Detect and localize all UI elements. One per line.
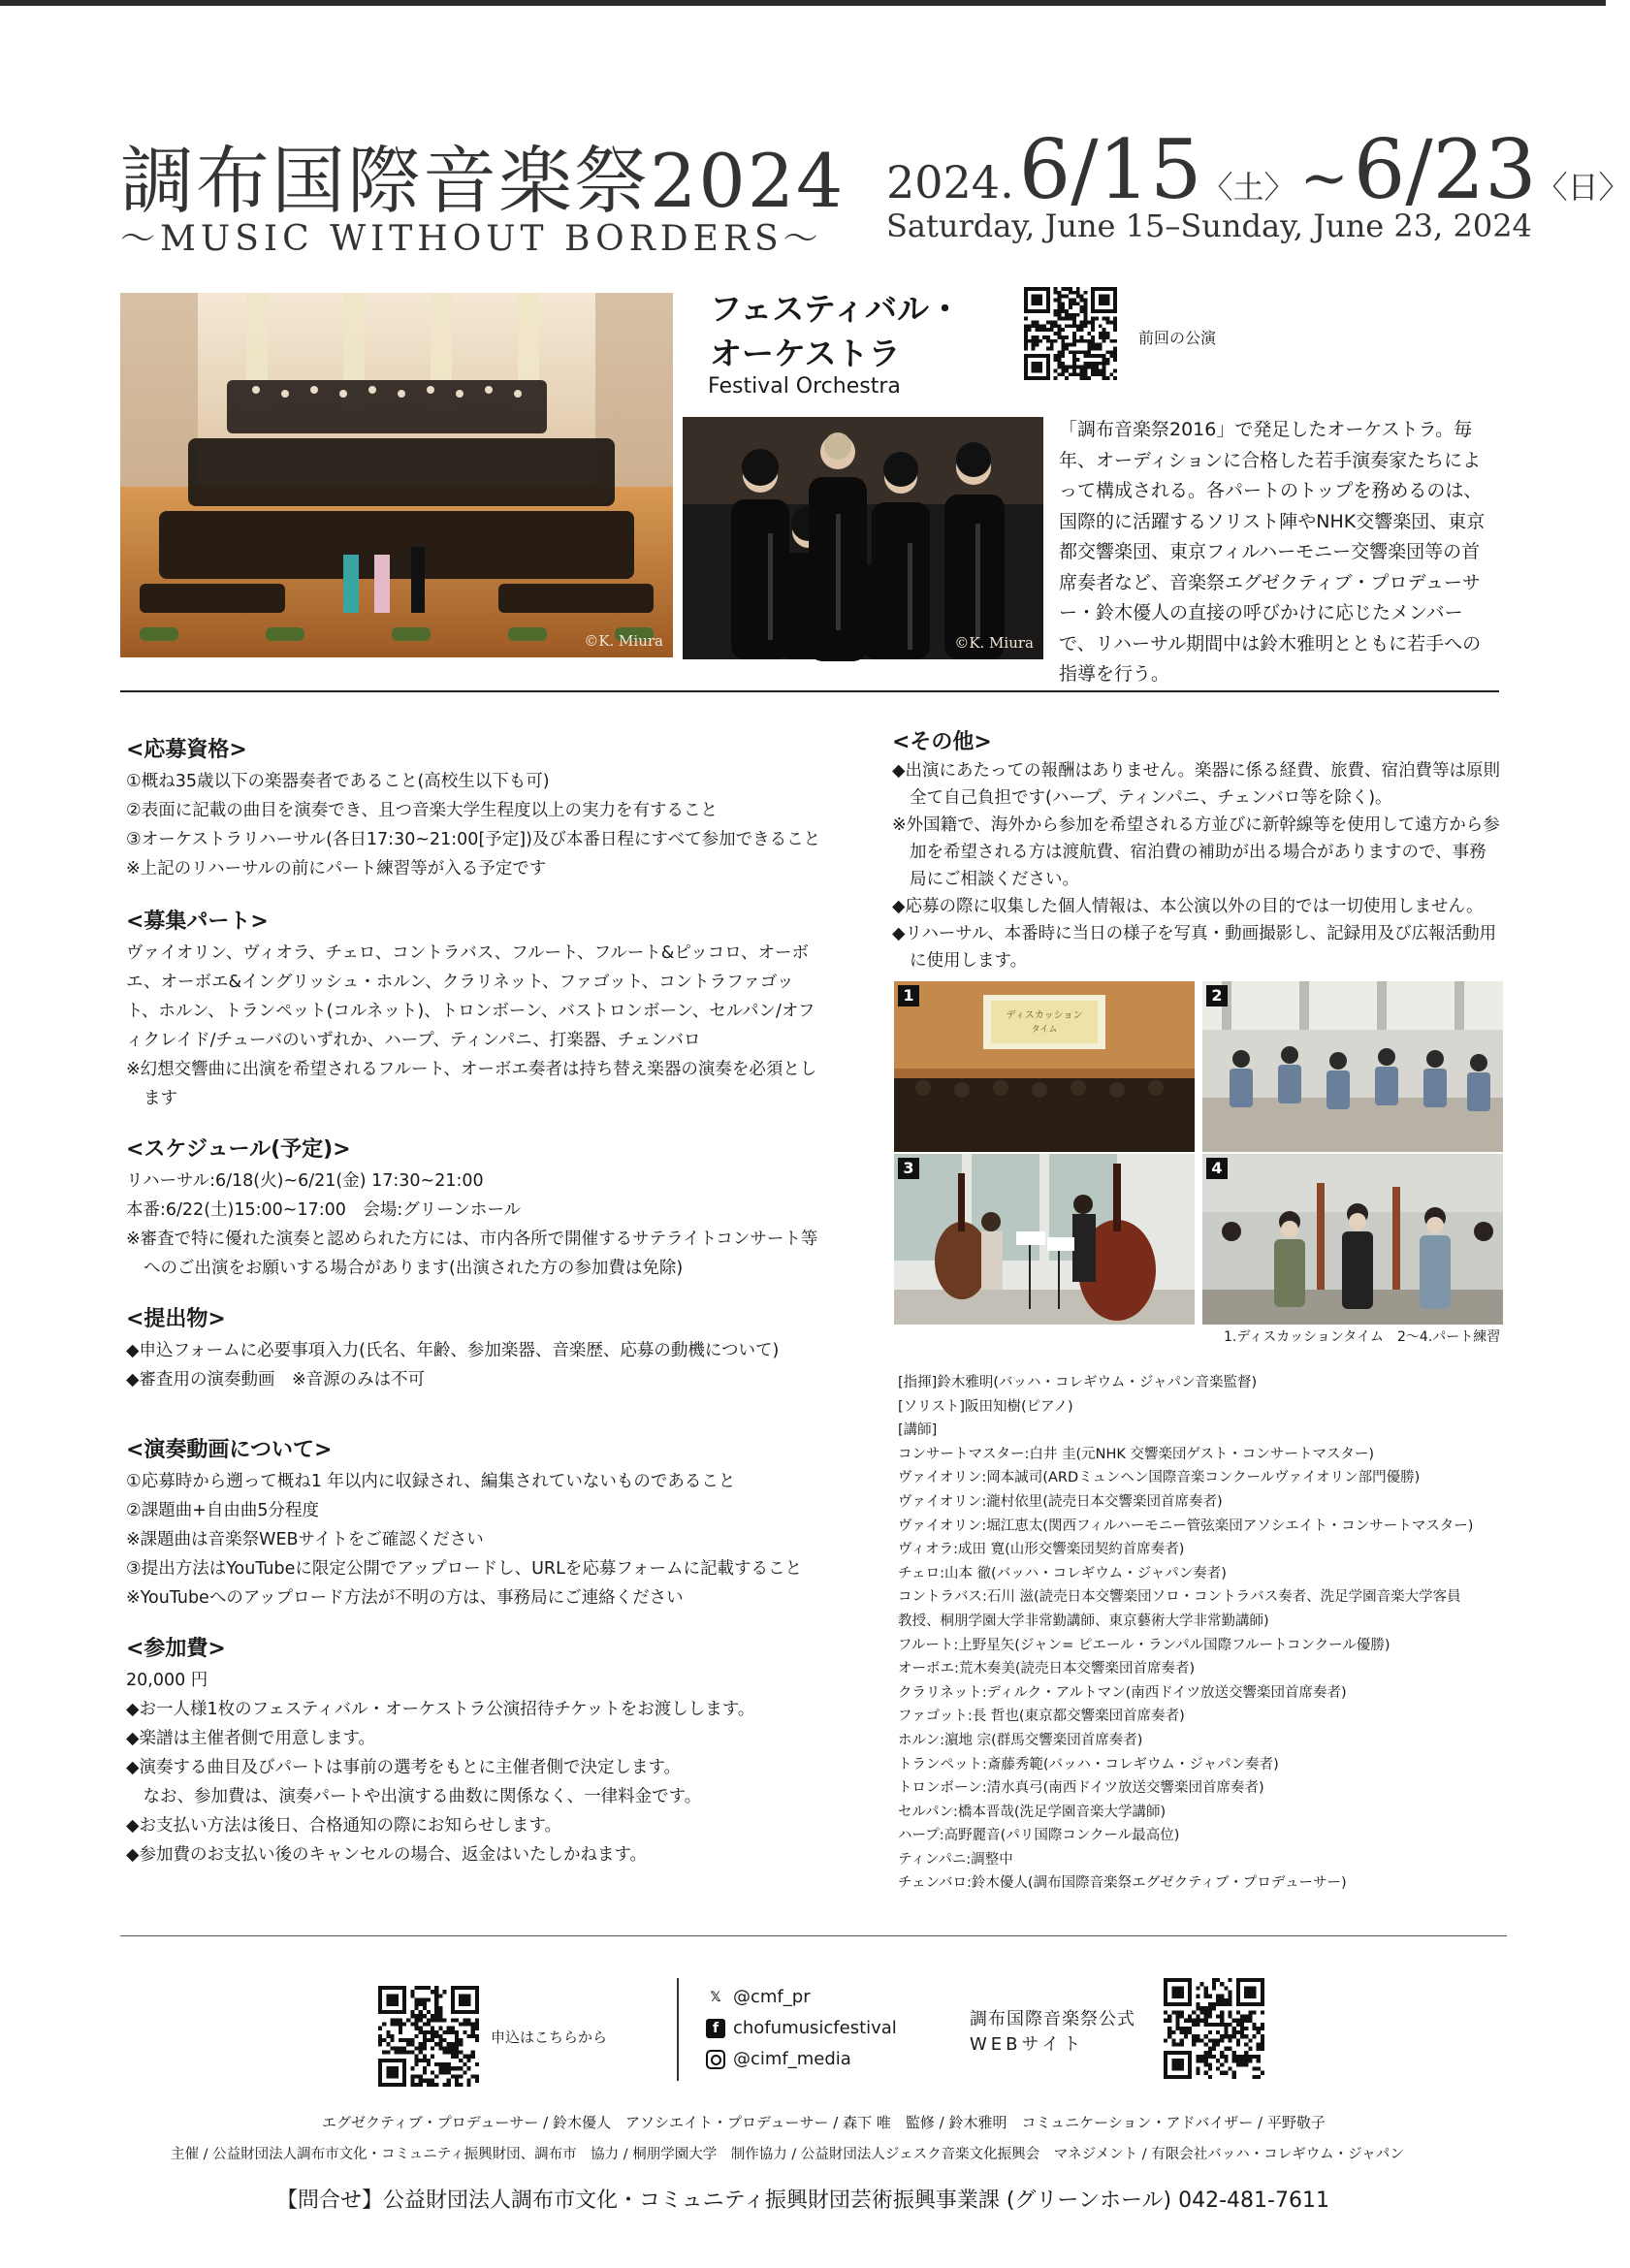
photo-credit: ©K. Miura bbox=[584, 632, 663, 650]
eligibility-item: ③オーケストラリハーサル(各日17:30~21:00[予定])及び本番日程にすべて参加できること bbox=[126, 830, 821, 849]
gallery-number: 4 bbox=[1206, 1158, 1228, 1179]
website-label-line2: WEBサイト bbox=[970, 2034, 1085, 2055]
staff-line: ヴィオラ:成田 寛(山形交響楽団契約首席奏者) bbox=[898, 1542, 1185, 1558]
staff-line: [講師] bbox=[898, 1422, 938, 1439]
instagram-link[interactable] bbox=[706, 2044, 897, 2075]
video-item: ※YouTubeへのアップロード方法が不明の方は、事務局にご連絡ください bbox=[126, 1588, 684, 1608]
orchestra-title-english: Festival Orchestra bbox=[708, 374, 901, 399]
previous-performance-qr-code[interactable] bbox=[1024, 287, 1117, 380]
orchestra-title-line2: オーケストラ bbox=[710, 335, 901, 372]
discussion-screen-text-line2: タイム bbox=[1031, 1025, 1058, 1035]
event-dates bbox=[886, 122, 1630, 217]
video-item: ※課題曲は音楽祭WEBサイトをご確認ください bbox=[126, 1530, 484, 1549]
other-heading: <その他> bbox=[892, 730, 992, 754]
parts-list bbox=[126, 939, 824, 1113]
section-divider bbox=[120, 690, 1499, 692]
date-start-weekday: 〈土〉 bbox=[1201, 169, 1295, 206]
fee-amount: 20,000 円 bbox=[126, 1671, 208, 1690]
website-label bbox=[970, 2007, 1135, 2058]
gallery-photo-woodwinds bbox=[1202, 1154, 1503, 1325]
staff-line: ハープ:高野麗音(パリ国際コンクール最高位) bbox=[898, 1828, 1180, 1844]
footer-vertical-divider bbox=[677, 1978, 679, 2081]
staff-line: フルート:上野星矢(ジャン= ピエール・ランパル国際フルートコンクール優勝) bbox=[898, 1637, 1390, 1653]
video-list bbox=[126, 1467, 824, 1613]
fee-list bbox=[126, 1666, 824, 1869]
production-credits: エグゼクティブ・プロデューサー / 鈴木優人 アソシエイト・プロデューサー / 森下 唯 監修 / 鈴木雅明 コミュニケーション・アドバイザー / 平野敬子 bbox=[322, 2114, 1326, 2131]
staff-line: ファゴット:長 哲也(東京都交響楽団首席奏者) bbox=[898, 1709, 1185, 1725]
schedule-item: 本番:6/22(土)15:00~17:00 会場:グリーンホール bbox=[126, 1200, 522, 1220]
video-heading: <演奏動画について> bbox=[126, 1438, 333, 1462]
fee-item: ◆楽譜は主催者側で用意します。 bbox=[126, 1729, 376, 1748]
staff-line: セルパン:橋本晋哉(洗足学園音楽大学講師) bbox=[898, 1804, 1167, 1820]
page-title: 調布国際音楽祭2024 bbox=[120, 138, 846, 224]
staff-line: チェロ:山本 徹(バッハ・コレギウム・ジャパン奏者) bbox=[898, 1565, 1227, 1581]
top-border bbox=[0, 0, 1606, 6]
social-links bbox=[706, 1982, 897, 2075]
staff-line: 教授、桐朋学園大学非常勤講師、東京藝術大学非常勤講師) bbox=[898, 1613, 1269, 1629]
parts-text: ヴァイオリン、ヴィオラ、チェロ、コントラバス、フルート、フルート&ピッコロ、オーボエ、オーボエ&イングリッシュ・ホルン、クラリネット、ファゴット、コントラファゴット、ホルン、トランペット(コルネット)、トロンボーン、バストロンボーン、セルパン/オフィクレイド/チューバのいずれか、ハープ、ティンパニ、打楽器、チェンバロ bbox=[126, 943, 815, 1050]
schedule-item: リハーサル:6/18(火)~6/21(金) 17:30~21:00 bbox=[126, 1171, 484, 1191]
facebook-handle: chofumusicfestival bbox=[733, 2018, 897, 2038]
gallery-number: 3 bbox=[898, 1158, 919, 1179]
gallery-photo-rehearsal-room bbox=[1202, 981, 1503, 1152]
musicians-photo bbox=[683, 417, 1043, 659]
submission-list bbox=[126, 1336, 824, 1394]
fee-heading: <参加費> bbox=[126, 1637, 226, 1661]
staff-line: トランペット:斎藤秀範(バッハ・コレギウム・ジャパン奏者) bbox=[898, 1756, 1279, 1773]
orchestra-description: 「調布音楽祭2016」で発足したオーケストラ。毎年、オーディションに合格した若手演奏家たちによって構成される。各パートのトップを務めるのは、国際的に活躍するソリスト陣やNHK交響楽団、東京都交響楽団、東京フィルハーモニー交響楽団等の首席奏者など、音楽祭エグゼクティブ・プロデューサー・鈴木優人の直接の呼びかけに応じたメンバーで、リハーサル期間中は鈴木雅明とともに若手への指導を行う。 bbox=[1059, 419, 1486, 685]
eligibility-item: ②表面に記載の曲目を演奏でき、且つ音楽大学生程度以上の実力を有すること bbox=[126, 801, 718, 820]
footer-divider bbox=[120, 1935, 1507, 1936]
video-item: ①応募時から遡って概ね1 年以内に収録され、編集されていないものであること bbox=[126, 1472, 736, 1491]
contact-info: 【問合せ】公益財団法人調布市文化・コミュニティ振興財団芸術振興事業課 (グリーンホール) 042-481-7611 bbox=[276, 2188, 1329, 2213]
other-item: ※外国籍で、海外から参加を希望される方並びに新幹線等を使用して遠方から参加を希望される方は渡航費、宿泊費の補助が出る場合がありますので、事務局にご相談ください。 bbox=[892, 815, 1500, 889]
fee-item: ◆お支払い方法は後日、合格通知の際にお知らせします。 bbox=[126, 1816, 562, 1836]
instagram-icon bbox=[706, 2050, 725, 2069]
gallery-number: 1 bbox=[898, 985, 919, 1006]
date-end: 6/23 bbox=[1353, 122, 1537, 217]
staff-line: ヴァイオリン:堀江恵太(関西フィルハーモニー管弦楽団アソシエイト・コンサートマスター) bbox=[898, 1517, 1474, 1534]
date-separator: ~ bbox=[1299, 144, 1349, 212]
staff-line: ホルン:濵地 宗(群馬交響楽団首席奏者) bbox=[898, 1732, 1143, 1748]
staff-line: クラリネット:ディルク・アルトマン(南西ドイツ放送交響楽団首席奏者) bbox=[898, 1684, 1347, 1701]
fee-item: ◆参加費のお支払い後のキャンセルの場合、返金はいたしかねます。 bbox=[126, 1845, 648, 1865]
left-column bbox=[126, 733, 824, 1869]
staff-line: ヴァイオリン:岡本誠司(ARDミュンヘン国際音楽コンクールヴァイオリン部門優勝) bbox=[898, 1470, 1421, 1486]
submission-item: ◆審査用の演奏動画 ※音源のみは不可 bbox=[126, 1370, 426, 1390]
staff-line: ティンパニ:調整中 bbox=[898, 1851, 1013, 1868]
x-icon: 𝕏 bbox=[710, 1990, 721, 2005]
schedule-list bbox=[126, 1166, 824, 1283]
eligibility-item: ①概ね35歳以下の楽器奏者であること(高校生以下も可) bbox=[126, 772, 550, 791]
website-qr-code[interactable] bbox=[1164, 1978, 1264, 2079]
other-section bbox=[892, 725, 1503, 974]
eligibility-list bbox=[126, 767, 824, 883]
date-end-weekday: 〈日〉 bbox=[1536, 169, 1630, 206]
orchestra-title bbox=[710, 287, 961, 376]
staff-line: コントラバス:石川 滋(読売日本交響楽団ソロ・コントラバス奏者、洗足学園音楽大学客員 bbox=[898, 1589, 1461, 1606]
other-list bbox=[892, 757, 1503, 974]
video-item: ②課題曲+自由曲5分程度 bbox=[126, 1501, 319, 1520]
apply-label: 申込はこちらから bbox=[491, 2028, 608, 2046]
apply-qr-code[interactable] bbox=[378, 1986, 479, 2087]
date-year: 2024. bbox=[886, 156, 1014, 208]
event-dates-english: Saturday, June 15–Sunday, June 23, 2024 bbox=[886, 208, 1532, 244]
page-subtitle: 〜MUSIC WITHOUT BORDERS〜 bbox=[120, 219, 823, 259]
previous-performance-label: 前回の公演 bbox=[1138, 329, 1217, 347]
other-item: ◆出演にあたっての報酬はありません。楽器に係る経費、旅費、宿泊費等は原則全て自己負担です(ハープ、ティンパニ、チェンバロ等を除く)。 bbox=[892, 761, 1501, 808]
staff-line: コンサートマスター:白井 圭(元NHK 交響楽団ゲスト・コンサートマスター) bbox=[898, 1446, 1375, 1462]
eligibility-heading: <応募資格> bbox=[126, 738, 247, 762]
discussion-screen-text-line1: ディスカッション bbox=[1006, 1010, 1083, 1021]
orchestra-title-line1: フェスティバル・ bbox=[710, 290, 962, 328]
eligibility-item: ※上記のリハーサルの前にパート練習等が入る予定です bbox=[126, 859, 547, 878]
staff-line: [指揮]鈴木雅明(バッハ・コレギウム・ジャパン音楽監督) bbox=[898, 1375, 1258, 1390]
parts-note: ※幻想交響曲に出演を希望されるフルート、オーボエ奏者は持ち替え楽器の演奏を必須とします bbox=[126, 1060, 817, 1108]
fee-item: ◆お一人様1枚のフェスティバル・オーケストラ公演招待チケットをお渡しします。 bbox=[126, 1700, 755, 1719]
video-item: ③提出方法はYouTubeに限定公開でアップロードし、URLを応募フォームに記載すること bbox=[126, 1559, 802, 1579]
facebook-icon: f bbox=[706, 2019, 725, 2038]
staff-line: チェンバロ:鈴木優人(調布国際音楽祭エグゼクティブ・プロデューサー) bbox=[898, 1875, 1347, 1892]
staff-line: [ソリスト]阪田知樹(ピアノ) bbox=[898, 1398, 1073, 1415]
fee-item: なお、参加費は、演奏パートや出演する曲数に関係なく、一律料金です。 bbox=[126, 1787, 702, 1806]
staff-list bbox=[898, 1371, 1518, 1896]
organizer-credits: 主催 / 公益財団法人調布市文化・コミュニティ振興財団、調布市 協力 / 桐朋学園大学 制作協力 / 公益財団法人ジェスク音楽文化振興会 マネジメント / 有限会社バッハ・コレギウム・ジャパン bbox=[171, 2147, 1404, 2162]
staff-line: トロンボーン:清水真弓(南西ドイツ放送交響楽団首席奏者) bbox=[898, 1780, 1264, 1797]
website-label-line1: 調布国際音楽祭公式 bbox=[970, 2009, 1135, 2029]
photo-credit: ©K. Miura bbox=[954, 634, 1034, 652]
instagram-handle: @cimf_media bbox=[733, 2049, 851, 2069]
submission-item: ◆申込フォームに必要事項入力(氏名、年齢、参加楽器、音楽歴、応募の動機について) bbox=[126, 1341, 780, 1360]
schedule-note: ※審査で特に優れた演奏と認められた方には、市内各所で開催するサテライトコンサート等へのご出演をお願いする場合があります(出演された方の参加費は免除) bbox=[126, 1230, 818, 1278]
other-item: ◆リハーサル、本番時に当日の様子を写真・動画撮影し、記録用及び広報活動用に使用します。 bbox=[892, 924, 1497, 971]
staff-line: ヴァイオリン:瀧村依里(読売日本交響楽団首席奏者) bbox=[898, 1493, 1223, 1510]
x-link[interactable] bbox=[706, 1982, 897, 2013]
facebook-link[interactable] bbox=[706, 2013, 897, 2044]
other-item: ◆応募の際に収集した個人情報は、本公演以外の目的では一切使用しません。 bbox=[892, 897, 1484, 916]
concert-hall-photo bbox=[120, 293, 673, 657]
date-start: 6/15 bbox=[1018, 122, 1202, 217]
staff-line: オーボエ:荒木奏美(読売日本交響楽団首席奏者) bbox=[898, 1661, 1196, 1677]
gallery-photo-discussion bbox=[894, 981, 1195, 1152]
gallery-photo-double-bass bbox=[894, 1154, 1195, 1325]
x-handle: @cmf_pr bbox=[733, 1987, 811, 2007]
fee-item: ◆演奏する曲目及びパートは事前の選考をもとに主催者側で決定します。 bbox=[126, 1758, 682, 1777]
parts-heading: <募集パート> bbox=[126, 910, 269, 934]
schedule-heading: <スケジュール(予定)> bbox=[126, 1137, 351, 1162]
submission-heading: <提出物> bbox=[126, 1307, 226, 1331]
gallery-caption: 1.ディスカッションタイム 2〜4.パート練習 bbox=[1224, 1329, 1501, 1345]
gallery-number: 2 bbox=[1206, 985, 1228, 1006]
